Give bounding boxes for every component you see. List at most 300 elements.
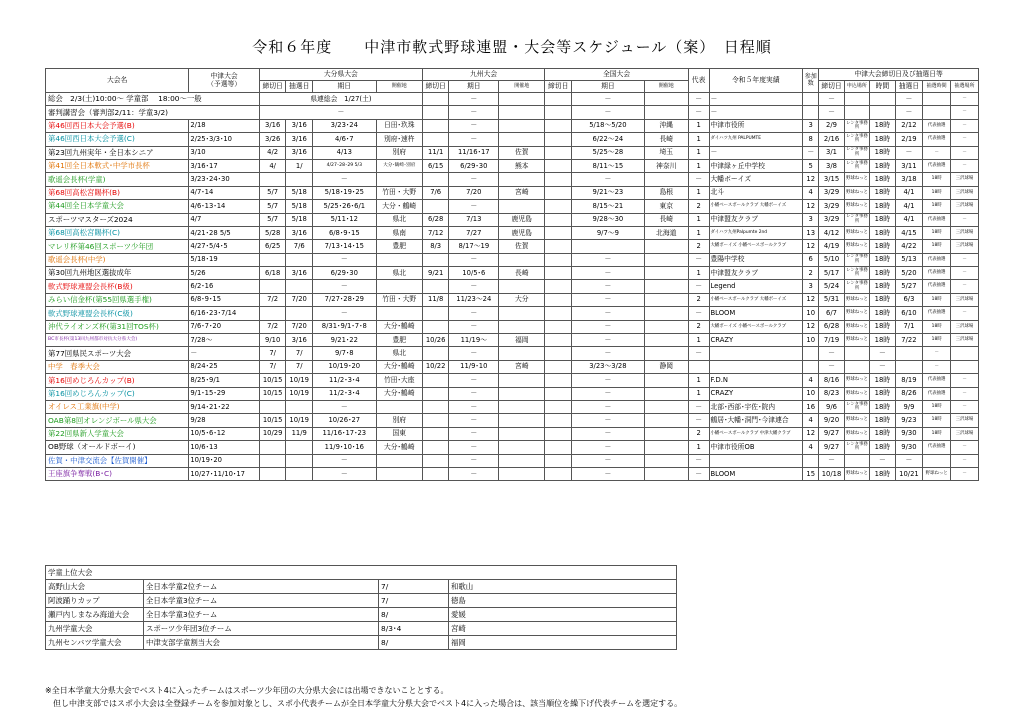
nakatsu-date-cell: 2/18	[189, 119, 260, 132]
zenkoku-kaisaichi-cell	[644, 307, 688, 320]
zenkoku-kijitsu-cell: －	[571, 374, 644, 387]
table-row	[46, 280, 979, 293]
kyushu-shimekiri-cell	[422, 200, 449, 213]
zenkoku-shimekiri-cell	[545, 427, 572, 440]
nakatsu-date-cell: 8/24･25	[189, 360, 260, 373]
page-title: 令和６年度 中津市軟式野球連盟・大会等スケジュール（案） 日程順	[252, 38, 772, 56]
oita-kaisaichi-cell	[376, 253, 422, 266]
zenkoku-shimekiri-cell	[545, 467, 572, 480]
deadline-chusen-cell: －	[895, 106, 923, 119]
table-row	[46, 293, 979, 306]
jisseki-cell: －	[709, 93, 803, 106]
deadline-shimekiri-cell: 10/18	[819, 467, 844, 480]
zenkoku-kijitsu-cell: －	[571, 320, 644, 333]
kyushu-shimekiri-cell: 11/1	[422, 146, 449, 159]
table-row	[46, 240, 979, 253]
zenkoku-kijitsu-cell: 9/21～23	[571, 186, 644, 199]
deadline-chusen-cell	[895, 360, 923, 373]
zenkoku-kaisaichi-cell	[644, 93, 688, 106]
jisseki-cell: 大幡ボーイズ 小幡ベースボールクラブ	[709, 240, 803, 253]
deadline-moushikomi-cell: 野球ねっと	[844, 414, 869, 427]
deadline-chusen-basho-cell: 三沢球場	[951, 186, 979, 199]
deadline-jikan-cell: 18時	[870, 374, 895, 387]
schedule-body	[46, 93, 979, 481]
col-name-header: 大会名	[46, 69, 189, 93]
kyushu-kaisaichi-cell: 佐賀	[499, 146, 545, 159]
oita-kaisaichi-cell: 大分･鶴崎	[376, 441, 422, 454]
daihyo-cell: 1	[688, 133, 709, 146]
oita-kaisaichi-cell: 豊肥	[376, 240, 422, 253]
zenkoku-shimekiri-cell	[545, 186, 572, 199]
deadline-shimekiri-cell: 2/16	[819, 133, 844, 146]
zenkoku-kijitsu-cell: －	[571, 414, 644, 427]
jisseki-cell: 中津市役所	[709, 119, 803, 132]
jisseki-cell: 中津盟友クラブ	[709, 213, 803, 226]
deadline-chusen-cell: 9/9	[895, 400, 923, 413]
daihyo-cell: 1	[688, 146, 709, 159]
table-row	[46, 200, 979, 213]
kyushu-kaisaichi-cell: 大分	[499, 293, 545, 306]
zenkoku-kaisaichi-cell	[644, 334, 688, 347]
kyushu-shimekiri-cell	[422, 374, 449, 387]
kyushu-shimekiri-cell	[422, 347, 449, 360]
col-deadline-header: 中津大会締切日及び抽選日等	[819, 69, 979, 81]
deadline-shimekiri-cell: －	[819, 347, 844, 360]
zenkoku-shimekiri-cell	[545, 400, 572, 413]
oita-chusen-cell: 3/16	[286, 133, 313, 146]
deadline-chusen-basho-cell: －	[951, 93, 979, 106]
oita-chusen-cell	[286, 400, 313, 413]
oita-kaisaichi-cell: 別府	[376, 146, 422, 159]
deadline-moushikomi-cell: レンタ事務所	[844, 253, 869, 266]
kyushu-kaisaichi-cell	[499, 173, 545, 186]
zenkoku-shimekiri-cell	[545, 253, 572, 266]
deadline-shimekiri-cell: 3/29	[819, 186, 844, 199]
deadline-chusen-basho-cell: 三沢球場	[951, 414, 979, 427]
nakatsu-date-cell: 6/8･9･15	[189, 293, 260, 306]
event-name: スポーツマスターズ2024	[46, 213, 189, 226]
zenkoku-shimekiri-cell	[545, 320, 572, 333]
event-name: 軟式野球連盟会長杯(B級)	[46, 280, 189, 293]
deadline-moushikomi-cell	[844, 106, 869, 119]
zenkoku-kijitsu-cell: －	[571, 280, 644, 293]
zenkoku-kijitsu-cell: －	[571, 106, 644, 119]
deadline-shimekiri-cell: －	[819, 93, 844, 106]
deadline-chusen-jikan-cell: 18時	[923, 173, 951, 186]
deadline-chusen-basho-cell: －	[951, 146, 979, 159]
oita-kijitsu-cell: 6/29･30	[313, 267, 377, 280]
nakatsu-date-cell: 9/14･21･22	[189, 400, 260, 413]
event-name: 第68回高松宮賜杯(C)	[46, 226, 189, 239]
deadline-chusen-cell: 4/15	[895, 226, 923, 239]
table-row	[46, 400, 979, 413]
oita-shimekiri-cell: 4/2	[259, 146, 286, 159]
kyushu-shimekiri-cell: 7/6	[422, 186, 449, 199]
deadline-chusen-basho-header: 抽選場所	[951, 81, 979, 93]
daihyo-cell: －	[688, 454, 709, 467]
deadline-jikan-cell: 18時	[870, 173, 895, 186]
kyushu-shimekiri-cell	[422, 106, 449, 119]
kyushu-kijitsu-cell: －	[449, 106, 499, 119]
kyushu-kaisaichi-cell	[499, 93, 545, 106]
deadline-chusen-basho-cell: 三沢球場	[951, 226, 979, 239]
zenkoku-kijitsu-cell: 9/28～30	[571, 213, 644, 226]
zenkoku-kaisaichi-cell	[644, 400, 688, 413]
deadline-chusen-jikan-cell: 18時	[923, 226, 951, 239]
deadline-chusen-cell: 4/1	[895, 200, 923, 213]
header-row-1	[46, 69, 979, 81]
deadline-chusen-basho-cell: －	[951, 454, 979, 467]
deadline-jikan-cell	[870, 106, 895, 119]
col-zenkoku-header: 全国大会	[545, 69, 688, 81]
oita-chusen-cell: 5/18	[286, 213, 313, 226]
deadline-shimekiri-cell: 3/15	[819, 173, 844, 186]
oita-kaisaichi-cell	[376, 307, 422, 320]
deadline-chusen-cell: 2/12	[895, 119, 923, 132]
table-row	[46, 387, 979, 400]
deadline-moushikomi-cell: レンタ事務所	[844, 159, 869, 172]
oita-kijitsu-cell: 9/21･22	[313, 334, 377, 347]
oita-kaisaichi-cell: 大分･鶴崎･別府	[376, 159, 422, 172]
kyushu-kaisaichi-cell	[499, 467, 545, 480]
daihyo-cell: 1	[688, 186, 709, 199]
deadline-moushikomi-cell: レンタ事務所	[844, 133, 869, 146]
oita-shimekiri-cell	[259, 441, 286, 454]
deadline-moushikomi-cell: レンタ事務所	[844, 213, 869, 226]
deadline-jikan-cell: 18時	[870, 441, 895, 454]
deadline-jikan-cell: 18時	[870, 334, 895, 347]
oita-shimekiri-cell	[259, 280, 286, 293]
kyushu-kijitsu-cell: 6/29･30	[449, 159, 499, 172]
table-row	[46, 106, 979, 119]
deadline-chusen-cell: 9/30	[895, 427, 923, 440]
col-oita-header: 大分県大会	[259, 69, 422, 81]
zenkoku-kaisaichi-cell	[644, 387, 688, 400]
kyushu-kijitsu-cell: －	[449, 173, 499, 186]
oita-shimekiri-cell: 5/28	[259, 226, 286, 239]
zenkoku-kaisaichi-cell	[644, 320, 688, 333]
daihyo-cell: －	[688, 347, 709, 360]
deadline-chusen-basho-cell: －	[951, 253, 979, 266]
deadline-chusen-cell: 7/22	[895, 334, 923, 347]
zenkoku-kaisaichi-header: 開催地	[644, 81, 688, 93]
jisseki-cell: －	[709, 106, 803, 119]
deadline-jikan-cell: 18時	[870, 427, 895, 440]
jisseki-cell	[709, 360, 803, 373]
daihyo-cell: 1	[688, 267, 709, 280]
note-line-1: ※全日本学童大分県大会でベスト4に入ったチームはスポーツ少年団の大分県大会には出場できないこととする。	[45, 686, 449, 695]
kyushu-kijitsu-cell: －	[449, 347, 499, 360]
oita-shimekiri-cell: 6/25	[259, 240, 286, 253]
oita-shimekiri-cell: 7/2	[259, 293, 286, 306]
kyushu-kaisaichi-cell	[499, 347, 545, 360]
zenkoku-kijitsu-cell: －	[571, 173, 644, 186]
zenkoku-kaisaichi-cell: 東京	[644, 200, 688, 213]
deadline-chusen-basho-cell: －	[951, 119, 979, 132]
sanka-cell: 3	[803, 119, 819, 132]
deadline-shimekiri-cell: 4/19	[819, 240, 844, 253]
gakudo-name-cell: 高野山大会	[46, 580, 144, 594]
kyushu-shimekiri-cell	[422, 173, 449, 186]
zenkoku-shimekiri-cell	[545, 213, 572, 226]
event-name: 総会 2/3(土)10:00～ 学童部 18:00～一般	[46, 93, 260, 106]
table-row	[46, 347, 979, 360]
event-name: 佐賀・中津交流会【佐賀開催】	[46, 454, 189, 467]
zenkoku-kaisaichi-cell: 長崎	[644, 213, 688, 226]
kyushu-kijitsu-cell: －	[449, 93, 499, 106]
zenkoku-kaisaichi-cell: 沖縄	[644, 119, 688, 132]
event-name: 第77回県民スポーツ大会	[46, 347, 189, 360]
oita-shimekiri-cell: 10/29	[259, 427, 286, 440]
sanka-cell	[803, 454, 819, 467]
table-row	[46, 119, 979, 132]
jisseki-cell: F.D.N	[709, 374, 803, 387]
kyushu-shimekiri-cell	[422, 253, 449, 266]
oita-chusen-header: 抽選日	[286, 81, 313, 93]
kyushu-kaisaichi-cell: 鹿児島	[499, 226, 545, 239]
deadline-chusen-basho-cell: －	[951, 106, 979, 119]
oita-chusen-cell: 3/16	[286, 267, 313, 280]
table-row	[46, 133, 979, 146]
zenkoku-shimekiri-cell	[545, 441, 572, 454]
deadline-jikan-cell: 18時	[870, 467, 895, 480]
nakatsu-date-cell: 4/7･14	[189, 186, 260, 199]
kyushu-shimekiri-cell	[422, 387, 449, 400]
daihyo-cell: －	[688, 280, 709, 293]
kyushu-kijitsu-cell: －	[449, 427, 499, 440]
kyushu-shimekiri-cell: 6/15	[422, 159, 449, 172]
kyushu-shimekiri-cell	[422, 93, 449, 106]
event-name: マレリ杯第46回スポーツ少年団	[46, 240, 189, 253]
kyushu-kaisaichi-cell	[499, 106, 545, 119]
event-name: 歌遥会長杯(学童)	[46, 173, 189, 186]
kyushu-kaisaichi-cell	[499, 119, 545, 132]
oita-kijitsu-header: 期日	[313, 81, 377, 93]
gakudo-row	[46, 594, 677, 608]
deadline-moushikomi-cell: 野球ねっと	[844, 226, 869, 239]
oita-kijitsu-cell: 10/19･20	[313, 360, 377, 373]
oita-shimekiri-cell: 5/7	[259, 200, 286, 213]
deadline-jikan-cell: 18時	[870, 200, 895, 213]
deadline-chusen-cell: 5/13	[895, 253, 923, 266]
deadline-chusen-cell: 10/21	[895, 467, 923, 480]
deadline-jikan-header: 時間	[870, 81, 895, 93]
deadline-moushikomi-cell: レンタ事務所	[844, 441, 869, 454]
oita-chusen-cell: 7/	[286, 360, 313, 373]
deadline-chusen-basho-cell: －	[951, 387, 979, 400]
kyushu-kijitsu-cell: －	[449, 400, 499, 413]
deadline-chusen-jikan-cell: －	[923, 146, 951, 159]
oita-shimekiri-cell: 9/10	[259, 334, 286, 347]
oita-kaisaichi-cell: 大分・鶴崎	[376, 200, 422, 213]
zenkoku-kaisaichi-cell: 長崎	[644, 133, 688, 146]
zenkoku-kaisaichi-cell	[644, 414, 688, 427]
deadline-chusen-basho-cell	[951, 347, 979, 360]
jisseki-cell: 小幡ベースボールクラブ 中津大幡クラブ	[709, 427, 803, 440]
table-row	[46, 467, 979, 480]
nakatsu-date-cell: 3/10	[189, 146, 260, 159]
deadline-moushikomi-cell: 野球ねっと	[844, 320, 869, 333]
oita-shimekiri-header: 締切日	[259, 81, 286, 93]
gakudo-row	[46, 580, 677, 594]
oita-kijitsu-cell: －	[313, 280, 377, 293]
oita-shimekiri-cell	[259, 454, 286, 467]
gakudo-date-cell: 8/	[379, 608, 449, 622]
deadline-chusen-basho-cell: 三沢球場	[951, 200, 979, 213]
oita-shimekiri-cell	[259, 400, 286, 413]
deadline-jikan-cell: 18時	[870, 253, 895, 266]
gakudo-name-cell: 阿波踊りカップ	[46, 594, 144, 608]
kyushu-shimekiri-cell: 6/28	[422, 213, 449, 226]
gakudo-date-cell: 7/	[379, 594, 449, 608]
sanka-cell	[803, 347, 819, 360]
kyushu-shimekiri-cell	[422, 414, 449, 427]
nakatsu-date-cell: 4/27･5/4･5	[189, 240, 260, 253]
oita-kijitsu-cell: －	[313, 307, 377, 320]
sanka-cell	[803, 106, 819, 119]
deadline-chusen-jikan-cell: 代表抽選	[923, 133, 951, 146]
gakudo-place-cell: 福岡	[449, 636, 677, 650]
oita-shimekiri-cell: 7/	[259, 360, 286, 373]
col-daihyo-header: 代表	[688, 69, 709, 93]
deadline-jikan-cell: 18時	[870, 320, 895, 333]
deadline-shimekiri-cell: 4/12	[819, 226, 844, 239]
deadline-chusen-basho-cell	[951, 360, 979, 373]
kyushu-shimekiri-header: 締切日	[422, 81, 449, 93]
zenkoku-shimekiri-cell	[545, 240, 572, 253]
nakatsu-date-cell: 6/16･23･7/14	[189, 307, 260, 320]
deadline-jikan-cell: 18時	[870, 280, 895, 293]
zenkoku-kijitsu-cell	[571, 240, 644, 253]
zenkoku-shimekiri-cell	[545, 414, 572, 427]
oita-chusen-cell	[286, 441, 313, 454]
deadline-shimekiri-cell: 9/6	[819, 400, 844, 413]
oita-chusen-cell: 10/19	[286, 387, 313, 400]
daihyo-cell: －	[688, 253, 709, 266]
zenkoku-kaisaichi-cell	[644, 441, 688, 454]
nakatsu-date-cell: 10/27･11/10･17	[189, 467, 260, 480]
oita-kijitsu-cell: 11/16･17･23	[313, 427, 377, 440]
zenkoku-shimekiri-cell	[545, 226, 572, 239]
daihyo-cell: 1	[688, 213, 709, 226]
oita-kaisaichi-cell: 大分･鶴崎	[376, 387, 422, 400]
oita-chusen-cell: 3/16	[286, 119, 313, 132]
deadline-chusen-cell: －	[895, 146, 923, 159]
sanka-cell: 16	[803, 400, 819, 413]
oita-chusen-cell: 5/18	[286, 186, 313, 199]
daihyo-cell: －	[688, 106, 709, 119]
daihyo-cell: 1	[688, 159, 709, 172]
deadline-chusen-jikan-cell: 18時	[923, 334, 951, 347]
kyushu-shimekiri-cell	[422, 454, 449, 467]
sanka-cell: 8	[803, 133, 819, 146]
kyushu-kaisaichi-cell: 長崎	[499, 267, 545, 280]
kyushu-kaisaichi-cell	[499, 387, 545, 400]
nakatsu-date-cell: －	[189, 347, 260, 360]
nakatsu-date-cell: 4/6･13･14	[189, 200, 260, 213]
oita-shimekiri-cell: 5/7	[259, 213, 286, 226]
oita-chusen-cell: 5/18	[286, 200, 313, 213]
zenkoku-shimekiri-cell	[545, 200, 572, 213]
event-name: 沖代ライオンズ杯(第31回TOS杯)	[46, 320, 189, 333]
nakatsu-date-cell: 9/28	[189, 414, 260, 427]
zenkoku-shimekiri-cell	[545, 146, 572, 159]
event-name: 第30回九州地区選抜成年	[46, 267, 189, 280]
kyushu-kijitsu-cell: －	[449, 467, 499, 480]
oita-chusen-cell: 3/16	[286, 334, 313, 347]
gakudo-date-cell: 8/	[379, 636, 449, 650]
deadline-jikan-cell	[870, 93, 895, 106]
deadline-shimekiri-cell: 5/31	[819, 293, 844, 306]
zenkoku-kijitsu-cell: －	[571, 400, 644, 413]
event-name: 王座旗争奪戦(B･C)	[46, 467, 189, 480]
deadline-chusen-jikan-cell: 代表抽選	[923, 253, 951, 266]
deadline-chusen-jikan-cell: 18時	[923, 320, 951, 333]
oita-shimekiri-cell: 3/16	[259, 119, 286, 132]
oita-kaisaichi-cell: 豊肥	[376, 334, 422, 347]
jisseki-cell: CRAZY	[709, 334, 803, 347]
table-row	[46, 374, 979, 387]
sanka-cell: 10	[803, 307, 819, 320]
deadline-chusen-basho-cell: －	[951, 467, 979, 480]
gakudo-name-cell: 九州センバツ学童大会	[46, 636, 144, 650]
table-row	[46, 213, 979, 226]
oita-kaisaichi-cell	[376, 173, 422, 186]
jisseki-cell: 中津盟友クラブ	[709, 267, 803, 280]
oita-kaisaichi-cell: 竹田・大野	[376, 293, 422, 306]
table-row	[46, 173, 979, 186]
jisseki-cell: Legend	[709, 280, 803, 293]
deadline-moushikomi-cell: 野球ねっと	[844, 467, 869, 480]
oita-shimekiri-cell: 10/15	[259, 374, 286, 387]
event-name: 第23回九州実年・全日本シニア	[46, 146, 189, 159]
zenkoku-shimekiri-cell	[545, 307, 572, 320]
schedule-table	[45, 68, 979, 481]
kyushu-shimekiri-cell: 10/26	[422, 334, 449, 347]
nakatsu-date-cell: 4/7	[189, 213, 260, 226]
zenkoku-kijitsu-cell: －	[571, 441, 644, 454]
gakudo-cond-cell: 全日本学童3位チーム	[144, 594, 379, 608]
nakatsu-date-cell: 4/21･28 5/5	[189, 226, 260, 239]
sanka-cell: 4	[803, 414, 819, 427]
deadline-chusen-cell: 3/18	[895, 173, 923, 186]
kyushu-kijitsu-cell: －	[449, 414, 499, 427]
zenkoku-kaisaichi-cell: 神奈川	[644, 159, 688, 172]
deadline-chusen-jikan-cell: 18時	[923, 293, 951, 306]
nakatsu-date-cell: 6/2･16	[189, 280, 260, 293]
deadline-chusen-cell: －	[895, 93, 923, 106]
kyushu-shimekiri-cell	[422, 133, 449, 146]
oita-kijitsu-cell: 8/31･9/1･7･8	[313, 320, 377, 333]
jisseki-cell	[709, 347, 803, 360]
deadline-shimekiri-cell: －	[819, 454, 844, 467]
oita-chusen-cell: 11/9	[286, 427, 313, 440]
sanka-cell: 10	[803, 334, 819, 347]
zenkoku-kijitsu-cell: －	[571, 267, 644, 280]
table-row	[46, 146, 979, 159]
table-row	[46, 159, 979, 172]
deadline-chusen-jikan-header: 抽選時間	[923, 81, 951, 93]
zenkoku-kaisaichi-cell	[644, 106, 688, 119]
oita-chusen-cell	[286, 467, 313, 480]
deadline-chusen-jikan-cell: 18時	[923, 400, 951, 413]
event-name: 第68回高松宮賜杯(B)	[46, 186, 189, 199]
oita-chusen-cell: 7/6	[286, 240, 313, 253]
event-name: 第46回西日本大会予選(B)	[46, 119, 189, 132]
kyushu-kijitsu-cell: 11/9･10	[449, 360, 499, 373]
deadline-moushikomi-cell	[844, 454, 869, 467]
zenkoku-shimekiri-cell	[545, 293, 572, 306]
